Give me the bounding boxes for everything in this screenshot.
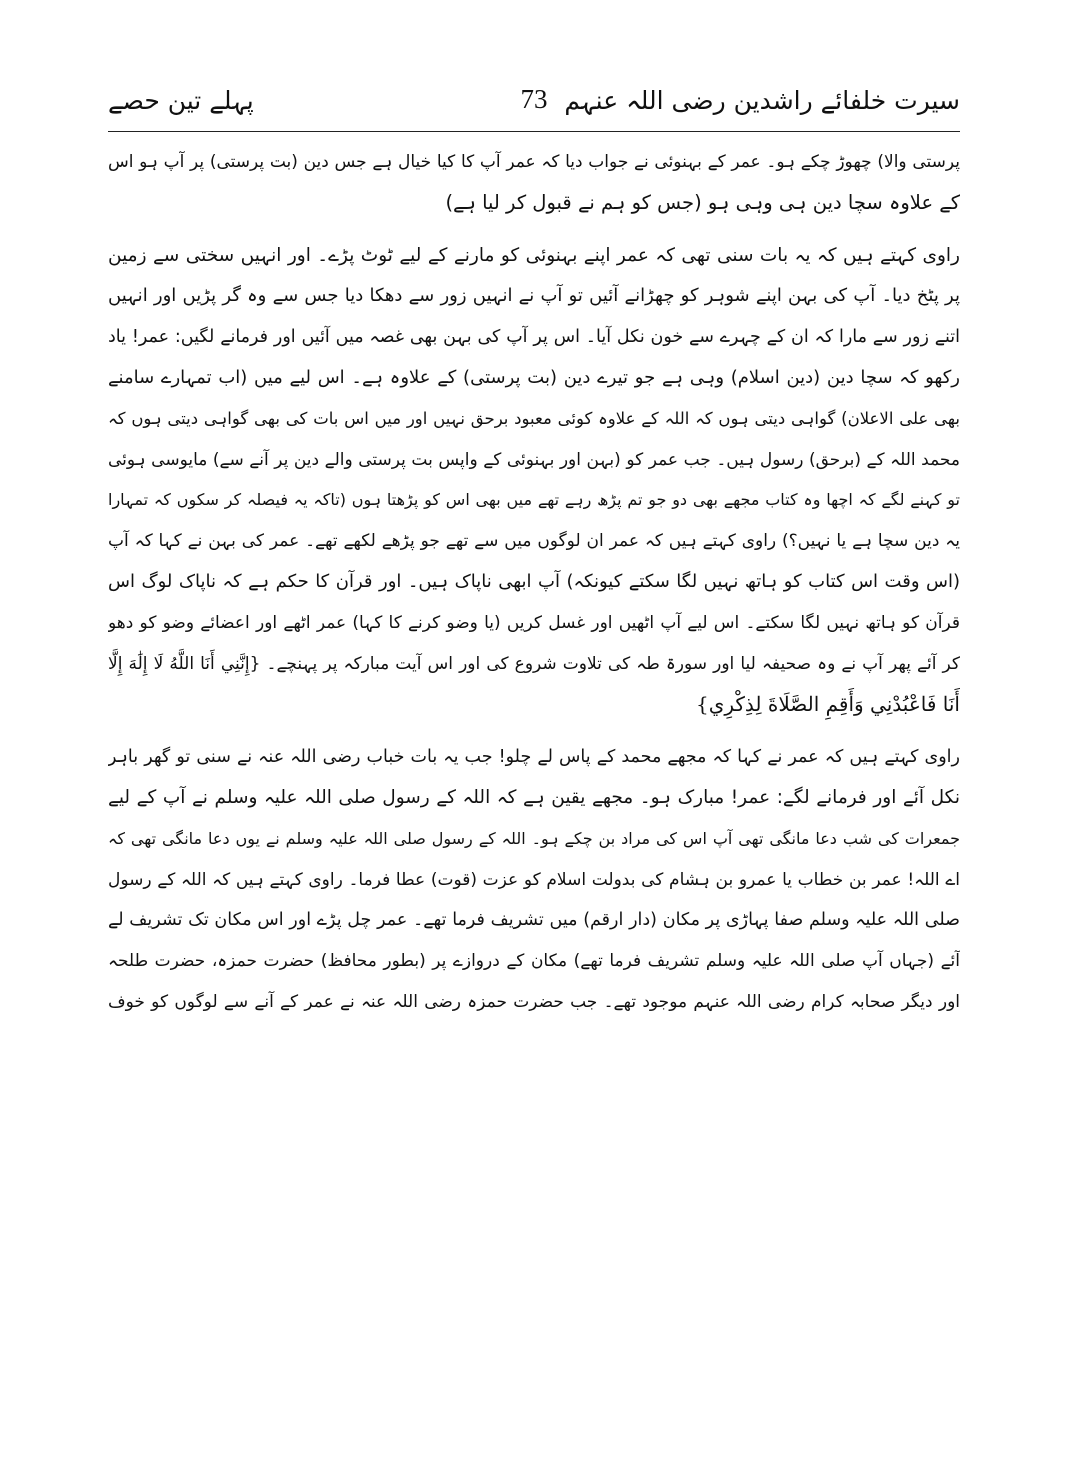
text-line: آئے (جہاں آپ صلی اللہ علیہ وسلم تشریف فرما تھے) مکان کے دروازے پر (بطور محافظ) حضرت حمزہ، حضرت طلحہ — [108, 951, 960, 972]
header-divider — [108, 131, 960, 132]
text-line: تو کہنے لگے کہ اچھا وہ کتاب مجھے بھی دو جو تم پڑھ رہے تھے میں بھی اس کو پڑھتا ہوں (تاکہ یہ فیصلہ کر سکوں کہ تمہارا — [108, 490, 960, 510]
text-line: قرآن کو ہاتھ نہیں لگا سکتے۔ اس لیے آپ اٹھیں اور غسل کریں (یا وضو کرنے کا کہا) عمر اٹھے اور اعضائے وضو کو دھو — [108, 612, 960, 633]
text-line: اتنے زور سے مارا کہ ان کے چہرے سے خون نکل آیا۔ اس پر آپ کی بہن بھی غصہ میں آئیں اور فرمانے لگیں: عمر! یاد — [108, 327, 960, 348]
text-line: رکھو کہ سچا دین (دین اسلام) وہی ہے جو تیرے دین (بت پرستی) کے علاوہ ہے۔ اس لیے میں (اب تمہارے سامنے — [108, 366, 960, 388]
book-title: سیرت خلفائے راشدین رضی اللہ عنہم — [564, 86, 960, 115]
paragraph-2 — [108, 236, 960, 726]
page-number: 73 — [520, 84, 548, 114]
paragraph-3 — [108, 737, 960, 1023]
paragraph-1 — [108, 142, 960, 224]
text-line: نکل آئے اور فرمانے لگے: عمر! مبارک ہو۔ مجھے یقین ہے کہ اللہ کے رسول صلی اللہ علیہ وسلم نے آپ کے لیے — [108, 786, 960, 808]
text-line: راوی کہتے ہیں کہ عمر نے کہا کہ مجھے محمد کے پاس لے چلو! جب یہ بات خباب رضی اللہ عنہ نے سنی تو گھر باہر — [108, 747, 960, 768]
quran-verse-line: أَنَا فَاعْبُدْنِي وَأَقِمِ الصَّلَاةَ لِذِكْرِي} — [695, 692, 960, 717]
text-line: پرستی والا) چھوڑ چکے ہو۔ عمر کے بہنوئی نے جواب دیا کہ عمر آپ کا کیا خیال ہے جس دین (بت پرستی) پر آپ ہو اس — [108, 152, 960, 172]
page-header — [108, 78, 960, 130]
text-line: جمعرات کی شب دعا مانگی تھی آپ اس کی مراد بن چکے ہو۔ اللہ کے رسول صلی اللہ علیہ وسلم نے یوں دعا مانگی تھی کہ — [108, 828, 960, 848]
text-line: کے علاوہ سچا دین ہی وہی ہو (جس کو ہم نے قبول کر لیا ہے) — [445, 190, 960, 214]
section-title: پہلے تین حصے — [108, 86, 254, 115]
text-line: بھی علی الاعلان) گواہی دیتی ہوں کہ اللہ کے علاوہ کوئی معبود برحق نہیں اور میں اس بات کی بھی گواہی دیتی ہوں کہ — [108, 408, 960, 428]
text-line: راوی کہتے ہیں کہ یہ بات سنی تھی کہ عمر اپنے بہنوئی کو مارنے کے لیے ٹوٹ پڑے۔ اور انہیں سختی سے زمین — [108, 244, 960, 266]
text-line: اور دیگر صحابہ کرام رضی اللہ عنہم موجود تھے۔ جب حضرت حمزہ رضی اللہ عنہ نے عمر کے آنے سے لوگوں کو خوف — [108, 991, 960, 1012]
text-line: کر آئے پھر آپ نے وہ صحیفہ لیا اور سورۃ طہ کی تلاوت شروع کی اور اس آیت مبارکہ پر پہنچے۔ {إِنَّنِي أَنَا اللَّهُ لَا إِلَٰهَ إِلَّا — [108, 653, 960, 674]
text-line: یہ دین سچا ہے یا نہیں؟) راوی کہتے ہیں کہ عمر ان لوگوں میں سے تھے جو پڑھے لکھے تھے۔ عمر کی بہن نے کہا کہ آپ — [108, 531, 960, 552]
text-line: پر پٹخ دیا۔ آپ کی بہن اپنے شوہر کو چھڑانے آئیں تو آپ نے انہیں زور سے دھکا دیا جس سے وہ گر پڑیں اور انہیں — [108, 285, 960, 307]
text-line: صلی اللہ علیہ وسلم صفا پہاڑی پر مکان (دار ارقم) میں تشریف فرما تھے۔ عمر چل پڑے اور اس مکان تک تشریف لے — [108, 910, 960, 931]
page-body — [108, 142, 960, 1023]
text-line: اے اللہ! عمر بن خطاب یا عمرو بن ہشام کی بدولت اسلام کو عزت (قوت) عطا فرما۔ راوی کہتے ہیں کہ اللہ کے رسول — [108, 869, 960, 890]
text-line: (اس وقت اس کتاب کو ہاتھ نہیں لگا سکتے کیونکہ) آپ ابھی ناپاک ہیں۔ اور قرآن کا حکم ہے کہ ناپاک لوگ اس — [108, 570, 960, 592]
text-line: محمد اللہ کے (برحق) رسول ہیں۔ جب عمر کو (بہن اور بہنوئی کے واپس بت پرستی والے دین پر آنے سے) مایوسی ہوئی — [108, 449, 960, 470]
